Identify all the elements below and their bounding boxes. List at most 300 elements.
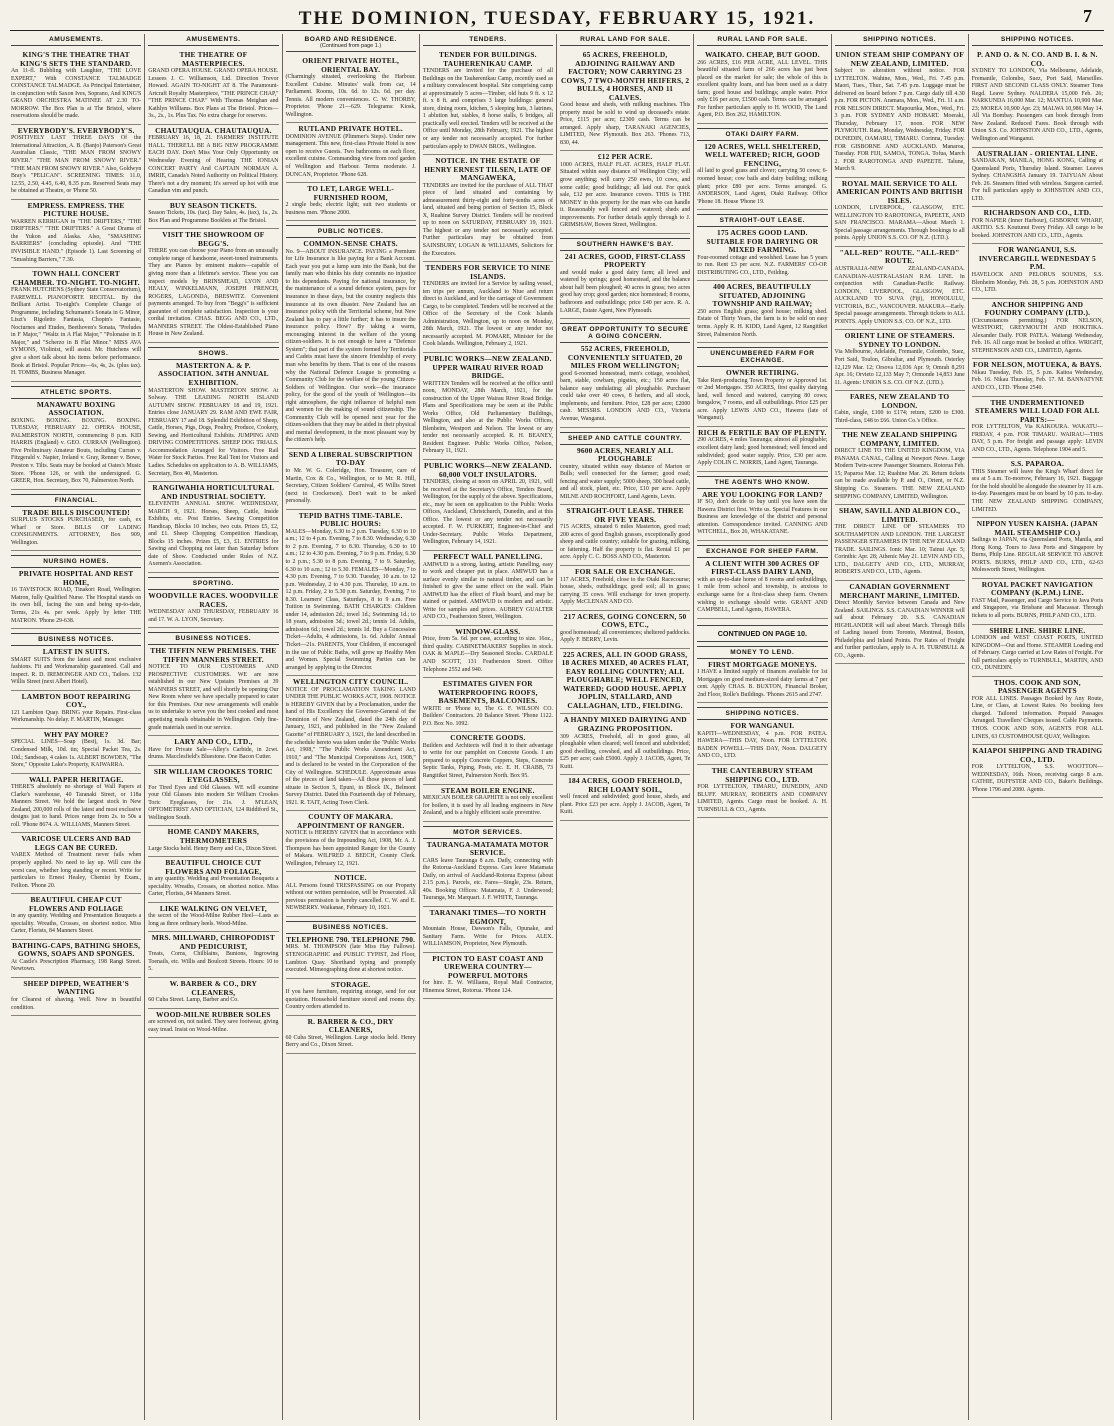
section-heading: PUBLIC NOTICES. [286, 225, 416, 238]
ad-body: 2 single beds; electric light; suit two students or business men. 'Phone 2000. [285, 202, 416, 216]
advertisement [560, 714, 690, 775]
ad-title: THE UNDERMENTIONED STEAMERS WILL LOAD FOR ALL PARTS:— [975, 397, 1100, 424]
section-heading: SHIPPING NOTICES. [697, 707, 827, 720]
ad-title: KAIAPOI SHIPPING AND TRADING CO., LTD. [972, 746, 1103, 764]
ad-title: FARES, NEW ZEALAND TO LONDON. [849, 392, 950, 410]
ad-title: A CLIENT WITH 300 ACRES OF FIRST-CLASS DAIRY LAND, [705, 558, 820, 577]
ad-body: CARS leave Tauranga 8 a.m. Daily, connecting with the Rotorua-Auckland Express. Cars leave Matamata Daily, on arrival of Auckland-Rotorua Express (about 2.15 p.m.). Parcels, etc. Fares—Single, 23s. Return, 40s. Booking Offices: Matamata, F. J. Underwood; Tauranga, Mr. Marquart. J. F. WHITE, Tauranga. [422, 857, 553, 902]
ad-title: 120 ACRES, WELL SHELTERED, WELL WATERED; RICH, GOOD FENCING, [704, 141, 821, 168]
ad-body: DOMINION AVENUE (Plimmer's Steps). Under new management. This new, first-class Private Hotel is now open to receive Guests. Two bathrooms on each floor, excellent cuisine. Commanding view from roof garden of Wellington and Harbour. Terms moderate. J. DUNCAN, Proprietor. 'Phone 628. [285, 133, 416, 178]
ad-body: Good house and sheds, with milking machines. This property must be sold to wind up deceased's estate. Price, £115 per acre; £2300 cash. Terms can be arranged. Apply sharp, TARANAKI AGENCIES, LIMITED, New Plymouth. Box 263. 'Phones 713, 830, 44. [560, 102, 691, 146]
advertisement [11, 833, 141, 894]
column-heading-text: SHIPPING NOTICES. [1000, 36, 1074, 43]
column-3 [283, 34, 420, 1420]
ad-title: TO LET, LARGE WELL-FURNISHED ROOM, [307, 184, 394, 202]
ad-body: 1000 ACRES, HALF FLAT. ACRES, HALF FLAT. Situated within easy distance of Wellington City; will grow anything; will carry 250 ewes, 10 cows, and some cattle; good buildings; all laid out. For quick sale, £12 per acre. Insurance covers. THIS is THE MONEY in this property for the man who can handle it. Reasonably well fenced and watered; sheds and improvements. For further details apply through to J. GRIMSHAW, Bowen Street, Wellington. [560, 161, 691, 229]
ad-body: THE DIRECT LINE OF STEAMERS TO SOUTHAMPTON AND LONDON. THE LARGEST PASSENGER STEAMERS IN THE NEW ZEALAND TRADE. SAILINGS. Ionic Mar. 10; Tainui Apr. 5; Corinthic Apr. 28; Athenic May 21. LEVIN AND CO., LTD., DALGETY AND CO., LTD., MURRAY, ROBERTS AND CO., LTD., Agents. [834, 524, 965, 576]
advertisement [423, 907, 553, 953]
advertisement [11, 978, 141, 1016]
ad-body: THERE you can choose your Piano from an unusually complete range of handsome, sweet-toned instruments. They are Pianos by eminent makers—capable of giving more than a lifetime's service. These you can inspect models by BRINSMEAD, LYON AND HEALY, WINKELMANN, JOSEPH FRENCH, ROGERS, LAGONDA, BRESWITZ. Convenient payments arranged. To buy from "Begg's" is sufficient guarantee of complete satisfaction. Inspection is your cordial invitation. CHAS. BEGG AND CO., LTD., MANNERS STREET. The Oldest-Established Piano House in New Zealand. [148, 248, 279, 338]
section-heading: FINANCIAL. [11, 494, 141, 507]
ad-body: FEBRUARY 16, 18, 21. FARMERS' INSTITUTE HALL. THERE'LL BE A BIG NEW PROGRAMME EACH DAY. Don't Miss Your Only Opportunity on Wednesday Evening of Hearing THE IONIAN CONCERT PARTY And CAPTAIN NORMAN A. IMRIE, Canada's Noted Authority on Political History. There's not a dry moment; It's served up hot with true Canadian vim and punch. [148, 135, 279, 195]
ad-body: to Mr. W. G. Coleridge, Hon. Treasurer, care of Martin, Cox & Co., Wellington, or to Mr. R. Hill, Secretary, Citizen Soldiers' Carnival, 45 Willis Street (next to Crockerson). Don't wait to be asked personally. [285, 468, 416, 505]
ad-title: S.S. PAPAROA. [1010, 459, 1064, 469]
column-6 [694, 34, 831, 1420]
advertisement [560, 445, 690, 506]
ad-body: AUSTRALIA-NEW ZEALAND-CANADA. CANADIAN-AUSTRALASIAN R.M. LINE. In conjunction with Canadian-Pacific Railway. LONDON, LIVERPOOL, GLASGOW, ETC. AUCKLAND TO SUVA (Fiji), HONOLULU, VICTORIA, B.C., VANCOUVER. MAKURA—Early. Special passage arrangements. Through tickets to ALL POINTS. Apply UNION S.S. CO. OF N.Z., LTD. [834, 266, 965, 325]
ad-title: SHIRE LINE. SHIRE LINE. [989, 625, 1086, 635]
ad-title: RICH & FERTILE BAY OF PLENTY. [698, 427, 827, 437]
section-heading: BUSINESS NOTICES. [11, 633, 141, 646]
ad-body: TENDERS are invited for a Service by sailing vessel, ten trips per annum, Auckland to Niue and return direct to Auckland, and for the carriage of Government Cargo, to be completed. Tenders will be received at the Office of the Secretary of the Cook Islands Administration, Wellington, up to noon on Monday, 28th March, 1921. The lowest or any tender not necessarily accepted. M. POMARE, Minister for the Cook Islands. Wellington, February 2, 1921. [422, 281, 553, 348]
ad-title: TAURANGA-MATAMATA MOTOR SERVICE. [426, 839, 549, 858]
advertisement [423, 353, 553, 460]
continued-notice: CONTINUED ON PAGE 10. [697, 625, 827, 642]
advertisement [972, 148, 1103, 208]
ad-body: good 6-roomed homestead, men's cottage, woolshed, barn, stable, cowbarn, pigsties, etc.; 150 acres flat, balance easy undulating; all ploughable. Purchaser could take over 40 cows, 8 heifers, and all stock, implements, and furniture. Price, £28 per acre; £2000 cash. MESSRS. LONDON AND CO., Victoria Avenue, Wanganui. [560, 370, 691, 422]
ad-body: 290 ACRES, 4 miles Tauranga; almost all ploughable; excellent dairy land; good homestead; well fenced and subdivided; good water supply. Price, £30 per acre. Apply COLIN C. NORRIS, Land Agent, Tauranga. [697, 437, 828, 467]
advertisement [423, 49, 553, 155]
advertisement [148, 1009, 278, 1039]
advertisement [148, 200, 278, 230]
advertisement [148, 826, 278, 857]
section-heading: EXCHANGE FOR SHEEP FARM. [697, 545, 827, 558]
column-heading [560, 36, 690, 46]
ad-title: CANADIAN GOVERNMENT MERCHANT MARINE, LIMITED. [839, 581, 960, 600]
ad-title: A HANDY MIXED DAIRYING AND GRAZING PROPOSITION. [563, 715, 687, 733]
ad-title: WELLINGTON CITY COUNCIL. [292, 677, 409, 687]
ad-title: FOR WANGANUI. [730, 721, 795, 731]
ad-title: ROYAL MAIL SERVICE TO ALL AMERICAN POINTS AND BRITISH ISLES. [836, 178, 963, 205]
ad-title: 241 ACRES, GOOD, FIRST-CLASS PROPERTY [564, 251, 686, 270]
section-heading: SOUTHERN HAWKE'S BAY. [560, 238, 690, 251]
advertisement [697, 427, 827, 472]
advertisement [423, 262, 553, 353]
section-heading: GREAT OPPORTUNITY TO SECURE A GOING CONCERN. [560, 323, 690, 343]
advertisement [423, 953, 553, 1000]
ad-body: Cabin, single, £100 to £174; return, £200 to £300. Third-class, £48 to £66. Union Co.'s Office. [834, 410, 965, 424]
ad-body: An 11-fl. Bubbling with Laughter, "THE LOVE EXPERT," With CONSTANCE TALMADGE CONSTANCE TALMADGE. As Principal Entertainer, in conjunction with Saxon Ives, Soprano, And KING'S GRAND ORCHESTRA MATINEE AT 2.30 TO-MORROW. The Box Plan is at The Bristol, where reservations should be made. [11, 68, 142, 120]
ad-title: EMPRESS. EMPRESS. THE PICTURE HOUSE. [27, 200, 125, 219]
advertisement [972, 397, 1103, 459]
advertisement [148, 766, 278, 827]
ad-body: NOTICE OF PROCLAMATION TAKING LAND UNDER THE PUBLIC WORKS ACT, 1908. NOTICE is HEREBY GIVEN that by a Proclamation, under the hand of His Excellency the Governor-General of the Dominion of New Zealand, dated the 24th day of January, 1921, and published in the "New Zealand Gazette" of FEBRUARY 3, 1921, the land described in the schedule hereto was taken under the "Public Works Act, 1908," "The Public Works Amendment Act, 1910," and "The Municipal Corporations Act, 1908," and is declared to be vested in the Corporation of the City of Wellington. SCHEDULE. Approximate areas of the pieces of land taken—All those pieces of land situate in Section 5, Epuni, in Block IX., Belmont Survey District. Dated this Fourteenth day of February, 1921. R. TAIT, Acting Town Clerk. [285, 686, 416, 806]
ad-title: TOWN HALL CONCERT CHAMBER. TO-NIGHT. TO-NIGHT. [12, 269, 140, 287]
ad-title: 400 ACRES, BEAUTIFULLY SITUATED, ADJOINING TOWNSHIP AND RAILWAY; [712, 282, 813, 309]
ad-body: (Circumstances permitting.) FOR NELSON, WESTPORT, GREYMOUTH AND HOKITIKA. Alexander Daily. FOR PATEA. Waitangi Wednesday, Feb. 16. All cargo must be booked at office. WRIGHT, STEPHENSON AND CO., LIMITED, Agents. [971, 317, 1103, 354]
ad-body: Sailings to JAPAN, via Queensland Ports, Manila, and Hong Kong. Tours to Java Ports and Singapore by Burns, Philp Line. REGULAR SERVICE TO ABOVE PORTS. BURNS, PHILP AND CO., LTD., 62-63 Molesworth Street, Wellington. [971, 537, 1103, 574]
ad-title: NOTICE. IN THE ESTATE OF HENRY ERNEST TILSEN, LATE OF MANGAWEKA, [424, 156, 552, 183]
ad-title: SEND A LIBERAL SUBSCRIPTION TO-DAY [288, 449, 413, 468]
ad-body: all laid to good grass and clover; carrying 50 cows; 6-roomed house; cow bails and dairy building; milking plant; price £80 per acre. Terms arranged. G. ANDERSON, Land Agent, Otaki Railway. Office 'Phone 18. House 'Phone 19. [697, 168, 828, 205]
section-heading: SPORTING. [148, 577, 278, 590]
ad-body: Mountain House, Dawson's Falls, Opunake, and Sanitary Farm. Write for Prices. ALEX. WILLIAMSON, Proprietor, New Plymouth. [422, 926, 553, 948]
ad-title: 175 ACRES GOOD LAND. SUITABLE FOR DAIRYING OR MIXED FARMING. [706, 228, 819, 255]
ad-title: TARANAKI TIMES—TO NORTH EGMONT, [429, 908, 547, 926]
ad-title: 184 ACRES, GOOD FREEHOLD, RICH LOAMY SOIL, [568, 776, 683, 794]
advertisement [835, 391, 965, 429]
ad-body: FAST Mail, Passenger, and Cargo Service to Java Ports and Singapore, via Brisbane and Macassar. Through tickets to all ports. BURNS, PHILP AND CO., LTD. [971, 597, 1103, 619]
ad-body: Four-roomed cottage and woolshed. Lease has 5 years to run. Rent £3 per acre. N.Z. FARMERS' CO-OP. DISTRIBUTING CO., LTD., Feilding. [697, 254, 828, 276]
ad-title: 9600 ACRES, NEARLY ALL PLOUGHABLE [576, 445, 674, 464]
column-heading-text: TENDERS. [469, 36, 507, 43]
ad-body: If you have furniture, requiring storage, send for our quotation. Household furniture stored and rooms dry. Country orders attended to. [285, 989, 416, 1011]
advertisement [286, 55, 416, 123]
column-heading-text: SHIPPING NOTICES. [863, 36, 937, 43]
ad-title: WOODVILLE RACES. WOODVILLE RACES. [148, 591, 279, 609]
advertisement [148, 903, 278, 933]
advertisement [560, 151, 690, 233]
advertisement [11, 729, 141, 774]
advertisement [148, 482, 278, 573]
advertisement [148, 736, 278, 766]
ad-title: FOR SALE OR EXCHANGE. [574, 567, 676, 577]
ad-title: THE NEW ZEALAND SHIPPING COMPANY, LIMITED. [841, 430, 958, 448]
newspaper-columns [8, 34, 1106, 1420]
column-heading [148, 36, 278, 46]
ad-body: 60 Cuba Street, Wellington. Large stocks held. Henry Berry and Co., Dixon Street. [285, 1034, 416, 1049]
advertisement [560, 611, 690, 649]
ad-title: VISIT THE SHOWROOM OF BEGG'S. [162, 230, 265, 248]
ad-body: country, situated within easy distance of Marton or Bulls; well connected for the farmer; good road; fencing and water supply; 5000 sheep, 300 head cattle, and all stock, plant, etc. Price, £10 per acre. Apply MILNE AND ROCHFORT, Land Agents, Levin. [560, 463, 691, 500]
column-heading [835, 36, 965, 46]
ad-title: 65 ACRES, FREEHOLD, ADJOINING RAILWAY AND FACTORY; NOW CARRYING 23 COWS, 7 TWO-MONTH HEIFERS, 2 BULLS, 4 HORSES, AND 11 CALVES. [561, 50, 690, 102]
ad-body: Have for Private Sale—Alley's Carbide, in 2cwt. drums. Macclesfield's Bluestone. One Bacon Cutter. [148, 746, 279, 761]
ad-body: DIRECT LINE TO THE UNITED KINGDOM, VIA PANAMA CANAL, Calling at Newport News. Large Modern Twin-screw Passenger Steamers. Rotorua Feb. 15; Paparoa Mar. 12; Ruahine Mar. 26. Return tickets can be made available by P. and O., Orient, or N.Z. Shipping Co. Steamers. THE NEW ZEALAND SHIPPING COMPANY, LIMITED, Wellington. [834, 448, 965, 500]
advertisement [560, 649, 690, 715]
ad-title: ROYAL PACKET NAVIGATION COMPANY (K.P.M.) LINE. [981, 579, 1094, 598]
ad-title: MANAWATU BOXING ASSOCIATION. [36, 399, 116, 418]
ad-body: AMIWUD is a strong, lasting, artistic Panelling, easy to work and cheaper put in place. AMIWUD has a surface evenly similar to natural timber, and can be finished to give the same effect on the wall. Plain AMIWUD has the effect of Flush board, and may be stained or painted. AMIWUD is modern and artistic. Write for samples and prices. AUBREY GUALTER AND CO., Featherston Street, Wellington. [422, 561, 553, 621]
ad-body: ELEVENTH ANNUAL SHOW. WEDNESDAY, MARCH 9, 1921. Horses, Sheep, Cattle, Inside Exhibits, etc. Post Entries. Sawing Competition Handicap, Blocks 10 inches, two cuts. Prizes £5, £2, and £1. Sheep Chopping Competition Handicap, Blocks 15 inches. Prizes £5, £3, £1. ENTRIES for Sawing and Chopping not later than Saturday before date of Show. Conducted under Rules of N.Z. Axemen's Association. [148, 501, 279, 568]
advertisement [11, 125, 141, 200]
advertisement [423, 732, 553, 784]
column-heading-text: AMUSEMENTS. [49, 36, 104, 43]
advertisement [423, 460, 553, 551]
advertisement [972, 677, 1103, 745]
advertisement [11, 894, 141, 940]
ad-body: TENDERS, closing at noon on APRIL 20, 1921, will be received at the Secretary's Office, Tenders Board, Wellington, for the supply of the above. Specifications, etc., may be seen on application to the Public Works Offices, Auckland, Christchurch, Dunedin, and at this Office. The lowest or any tender not necessarily accepted. F. W. FURKERT, Engineer-in-Chief and Under-Secretary. Public Works Department, Wellington, February 14, 1921. [422, 479, 553, 546]
ad-body: Builders and Architects will find it to their advantage to write for our pamphlet on Concrete Goods. I am prepared to supply Concrete Coppers, Steps, Concrete Septic Tanks, Piping, Posts, etc. E. H. CRABB, 73 Rangitikei Street, Palmerston North. Box 95. [422, 742, 553, 780]
advertisement [560, 343, 690, 427]
ad-body: IF SO, don't decide to buy until you have seen the Hawera District first. Write us. Special Features in our Business are knowledge of the district and personal attention. Correspondence invited. CANNING AND WITCHELL, Box 26, WHAKATANE. [697, 499, 828, 536]
ad-title: UNION STEAM SHIP COMPANY OF NEW ZEALAND, LIMITED. [835, 50, 964, 68]
advertisement [560, 566, 690, 611]
advertisement [286, 123, 416, 183]
advertisement [697, 227, 827, 281]
ad-body: Treats, Corns, Chilblains, Bunions, Ingrowing Toenails, etc. Willis and Boulcott Streets. Hours: 10 to 5. [148, 951, 279, 973]
ad-title: FOR WANGANUI, S.S. INVERCARGILL WEDNESDAY 5 P.M. [978, 245, 1096, 272]
ad-body: MEXICAN BOILER GRAPHITE is not only excellent for boilers, it is used by all leading engineers in New Zealand, and is a highly efficient scale preventive. [422, 795, 553, 817]
ad-title: BEAUTIFUL CHEAP CUT FLOWERS AND FOLIAGE [29, 895, 124, 913]
advertisement [286, 238, 416, 449]
column-4 [420, 34, 557, 1420]
advertisement [11, 774, 141, 834]
column-subheading: (Continued from page 1.) [320, 43, 382, 49]
advertisement [697, 720, 827, 765]
advertisement [835, 247, 965, 330]
ad-body: MASTERTON SHOW. MASTERTON SHOW. At Solway. THE LEADING NORTH ISLAND AUTUMN SHOW. FEBRUARY 18 and 19, 1921. Entries close JANUARY 29. RAM AND EWE FAIR, FEBRUARY 17 and 18. Splendid Exhibition of Sheep, Cattle, Horses, Pigs, Dogs, Poultry, Produce, Cookery, Sewing, and Horticultural Exhibits. JUMPING AND DRIVING COMPETITIONS. SHEEP DOG TRIALS. Accommodation Arranged for Visitors. Free Rail Water for Stock Parties. Free Rail Tent for Visitors and Ladies. Schedules on application to A. B. WILLIAMS, Secretary, Box 40, Masterton. [148, 387, 279, 477]
ad-body: Nikau Tuesday, Feb. 15, 5 p.m. Kaitoa Wednesday, Feb. 16. Nikau Thursday, Feb. 17. M. BANNATYNE AND CO., LTD. 'Phone 2540. [971, 369, 1103, 392]
ad-title: RUTLAND PRIVATE HOTEL. [298, 124, 403, 134]
ad-body: MALES—Monday, 6.30 to 2 p.m. Tuesday, 6.30 to 10 a.m.; 12 to 4 p.m. Evening, 7 to 8.30. Wednesday, 6.30 to 2 p.m. Evening, 7 to 8.30. Thursday, 6.30 to 10 a.m.; 12 to 4.30 p.m. Evening, 7 to 9 p.m. Friday, 6.30 to 2 p.m.; 5.30 to 8 p.m. Evening, 7 to 9. Saturday, 6.30 to 10 a.m.; 12 to 5.30. FEMALES—Monday, 7 to 4.30 p.m. Evening, 7 to 9.30. Tuesday, 10 a.m. to 12 p.m. Wednesday, 2 to 4.30 p.m. Thursday, 10 a.m. to 12 p.m. Friday, 2 to 5.30 p.m. Saturday, Evening, 7 to 8.30. Learners' Class, Saturdays, 8 to 9 a.m. Free Tuition in Swimming. BATH CHARGES: Children under 14, admission 2d.; towel 1d.; Swimming 1d.; to 18 years, admission 3d.; towel 2d.; tennis 1d. Adults, admission 6d.; towel 2d.; tennis 1d. Buy a Concession Ticket—Adults, 4 admissions, 1s. 6d. Adults' Annual Ticket—21s. PARENTS, Your Children, if encouraged in the use of Public Baths, will grow up Healthy Men and Women. Special Swimming Parties can be arranged by applying to the Director. [285, 528, 416, 671]
section-heading: BUSINESS NOTICES. [148, 632, 278, 645]
advertisement [835, 49, 965, 178]
advertisement [560, 505, 690, 566]
section-heading: NURSING HOMES. [11, 555, 141, 568]
advertisement [697, 558, 827, 619]
ad-title: THE TIFFIN NEW PREMISES. THE TIFFIN MANNERS STREET. [150, 646, 277, 664]
advertisement [835, 330, 965, 391]
section-heading: SHEEP AND CATTLE COUNTRY. [560, 432, 690, 445]
ad-body: At Castle's Prescription Pharmacy, 198 Rangi Street. Newtown. [11, 958, 142, 973]
advertisement [972, 359, 1103, 396]
advertisement [423, 155, 553, 262]
advertisement [835, 178, 965, 247]
section-heading: MONEY TO LEND. [697, 646, 827, 659]
ad-title: ESTIMATES GIVEN FOR WATERPROOFING ROOFS, BASEMENTS, BALCONIES. [438, 679, 538, 706]
advertisement [11, 268, 141, 382]
ad-title: LAMBTON BOOT REPAIRING COY., [21, 691, 131, 710]
ad-body: ALL Persons found TRESPASSING on our Property without our written permission, will be Prosecuted. All previous permission is hereby cancelled. C. W. and E. NEWBERRY. Waikanae, February 10, 1921. [285, 882, 416, 912]
section-heading: OTAKI DAIRY FARM. [697, 128, 827, 141]
ad-title: TENDERS FOR SERVICE TO NINE ISLANDS. [425, 263, 551, 281]
column-5 [557, 34, 694, 1420]
ad-body: SANDAKAN, MANILA, HONG KONG, Calling at Queensland Ports, Thursday Island. Steamer. Leaves Sydney. CHANGSHA January 19. TAIYUAN About Feb. 26. Steamers fitted with wireless. Surgeon carried. For full particulars apply to JOHNSTON AND CO., LTD. [971, 158, 1103, 202]
column-heading-text: RURAL LAND FOR SALE. [717, 36, 808, 43]
ad-body: are screwed on, not nailed. They save footwear, giving easy tread. Insist on Wood-Milne. [148, 1019, 279, 1033]
advertisement [972, 458, 1103, 518]
ad-title: ORIENT PRIVATE HOTEL, ORIENTAL BAY. [302, 56, 400, 74]
masthead-rule [10, 30, 1104, 31]
ad-body: 266 ACRES, £16 PER ACRE, ALL LEVEL. THIS beautiful situated farm of 266 acres has just been placed on the market for sale; the whole of this is excellent quality loam, and has been used as a dairy farm; good house and buildings; ample water. Price only £16 per acre, £1500 cash. Terms can be arranged. For further particulars apply to H. WOOD, The Land Agent, P.O. Box 262, HAMILTON. [697, 59, 828, 119]
advertisement [560, 775, 690, 821]
advertisement [286, 934, 416, 979]
ad-title: HOME CANDY MAKERS, THERMOMETERS [167, 827, 260, 845]
ad-title: BEAUTIFUL CHOICE CUT FLOWERS AND FOLIAGE, [165, 858, 262, 876]
ad-title: VARICOSE ULCERS AND BAD LEGS CAN BE CURED. [21, 834, 131, 852]
ad-body: FOR ALL LINES. Passages Booked by Any Route, Line, or Class, at Lowest Rates. No booking fees charged. Tailored information. Prepaid Passages Arranged. Travellers' Cheques issued. Cable Payments. THOS. COOK AND SON, AGENTS FOR ALL LINES, 63 CUSTOMHOUSE QUAY, Wellington. [971, 695, 1103, 740]
advertisement [697, 141, 827, 210]
ad-title: THE CANTERBURY STEAM SHIPPING CO., LTD. [711, 766, 813, 784]
ad-body: WARREN KERRIGAN in "THE DRIFTERS," "THE DRIFTERS." "THE DRIFTERS." A Great Drama of the Yukon and Alaska. Also, "SMASHING BARRIERS" (concluding episode). And "THE INVISIBLE HAND." (Episode 1). Last Screening of "Smashing Barriers," 7.30. [11, 218, 142, 263]
ad-title: FOR NELSON, MOTUEKA, & BAYS. [973, 360, 1102, 370]
column-heading [286, 36, 416, 52]
ad-title: COMMON-SENSE CHATS. [303, 239, 398, 249]
ad-body: SPECIAL LINES—Soap (Best), 1s. 3d. Bar; Condensed Milk, 10d. tin; Special Packet Tea, 2s. 10d.; Sandsoap, 4 cakes 1s. ALBERT BOWDEN, "The Store," Opposite Lake's Property, KAIWARRA. [11, 739, 142, 769]
advertisement [11, 507, 141, 552]
ad-title: FIRST MORTGAGE MONEYS. [708, 659, 817, 669]
ad-title: COUNTY OF MAKARA. APPOINTMENT OF RANGER. [296, 812, 405, 830]
ad-body: FOR LYTTELTON, TIMARU, DUNEDIN, AND BLUFF. MURRAY, ROBERTS AND COMPANY LIMITED, Agents. Cargo must be booked. A. H. TURNBULL & CO., Agents. [697, 784, 828, 813]
advertisement [697, 49, 827, 124]
advertisement [148, 978, 278, 1009]
ad-body: Take Rent-producing Town Property or Approved 1st. or 2nd Mortgages. 350 ACRES, first quality dairying land, well fenced and watered, carrying 80 cows; bungalow, 7 rooms, and all outbuildings. Price £25 per acre. Apply LEWIS AND CO., Hawera (late of Wanganui). [697, 377, 828, 422]
ad-body: the secret of the Wood-Milne Rubber Heel—Lasts as long as three ordinary heels. Wood-Milne. [148, 913, 279, 927]
advertisement [286, 872, 416, 917]
advertisement [697, 489, 827, 541]
column-heading [11, 36, 141, 46]
ad-title: LIKE WALKING ON VELVET, [159, 903, 267, 913]
ad-body: in any quantity. Wedding and Presentation Bouquets a speciality. Wreaths, Crosses, on shortest notice. Miss Carter, Florists, 84 Manners Street. [11, 913, 142, 935]
ad-body: BOXING. BOXING. BOXING. BOXING. TUESDAY, FEBRUARY 22. OPERA HOUSE, PALMERSTON NORTH, commencing 8 p.m. KID HARRIS (England) v. GEO. CURRAN (Wellington). Five Preliminary Amateur Bouts, including Curran v. Fitzgerald v. Napier, Ireland v. Gray, Renner v. Bowe, Preston v. Tilts. Seats may be booked at Oates's Music Store. 'Phone 126, or with the undersigned. G. GREER, Hon. Secretary, Box 70, Palmerston North. [11, 417, 142, 485]
ad-title: WHY PAY MORE? [43, 729, 109, 739]
ad-title: SHAW, SAVILL AND ALBION CO., LIMITED. [839, 506, 961, 524]
ad-body: well fenced and subdivided; good house, sheds, and plant. Price £23 per acre. Apply J. JACOB, Agent, Te Kuiti. [560, 794, 691, 816]
advertisement [423, 626, 553, 678]
ad-body: SYDNEY TO LONDON, Via Melbourne, Adelaide, Fremantle, Colombo, Suez, Port Said, Marseilles. FIRST AND SECOND CLASS ONLY. Steamer Tons Regd. Leave Sydney. NALDERA 15,000 Feb. 26; NARKUNDA 16,000 Mar. 12; MANTUA 10,900 Mar. 23; MOREA 10,900 Apr. 23; MALWA 10,986 May 14. All Via Bombay. Passengers can book through from New Zealand. Reduced Fares. Book through with Union S.S. Co. JOHNSTON AND CO., LTD., Agents, Wellington and Wanganui. [971, 68, 1103, 142]
advertisement [835, 505, 965, 581]
ad-title: PRIVATE HOSPITAL AND REST HOME, [18, 569, 134, 587]
advertisement [286, 676, 416, 811]
section-heading: BUSINESS NOTICES. [286, 921, 416, 934]
advertisement [11, 200, 141, 268]
ad-body: THERE'S absolutely no shortage of Wall Papers at Clarke's warehouse, 40 Taranaki Street, or 118a Manners Street. We hold the largest stock in New Zealand, 200,000 rolls of the latest and most exclusive designs just to hand. Prices range from 2s. to 50s a roll. 'Phone 8674. A. WILLIAMS, Manners Street. [11, 784, 142, 828]
ad-title: TEPID BATHS TIME-TABLE. PUBLIC HOURS: [298, 510, 403, 529]
ad-title: MASTERTON A. & P. ASSOCIATION. 34TH ANNUAL EXHIBITION. [157, 360, 269, 387]
ad-body: 250 acres English grass; good house; milking shed. Estate of Thirty Years, the farm is to be sold on easy terms. Apply R. H. KIDD, Land Agent, 12 Rangitikei Street, Palmerston North. [697, 308, 828, 338]
ad-title: STORAGE. [330, 979, 371, 989]
advertisement [835, 429, 965, 505]
advertisement [148, 49, 278, 125]
column-heading-text: AMUSEMENTS. [186, 36, 241, 43]
ad-body: VAREX Method of Treatment never fails when properly applied. No need to lay up. Will cure the worst case, whether long standing or recent. Write for particulars to Ernest Healey, Chemist by Exam., Feilton. 'Phone 20. [11, 852, 142, 889]
column-8 [969, 34, 1106, 1420]
ad-body: good homestead; all conveniences; sheltered paddocks. Apply F. BERRY, Levin. [560, 629, 691, 644]
advertisement [697, 659, 827, 704]
newspaper-title: THE DOMINION, TUESDAY, FEBRUARY 15, 1921. [298, 8, 816, 29]
advertisement [423, 785, 553, 822]
ad-title: EVERYBODY'S. EVERYBODY'S. [17, 125, 135, 135]
ad-title: OWNER RETIRING. [725, 368, 799, 378]
advertisement [972, 244, 1103, 298]
ad-title: ANCHOR SHIPPING AND FOUNDRY COMPANY (LTD.). [984, 299, 1091, 318]
advertisement [11, 399, 141, 490]
ad-body: MRS. M. THOMPSON (late Miss Hay Fallows). STENOGRAPHIC and PUBLIC TYPIST, 2nd Floor, Lambton Quay. Shorthand typing and promptly executed. Mimeographing done at shortest notice. [285, 944, 416, 974]
ad-body: WEDNESDAY AND THURSDAY, FEBRUARY 16 and 17. W. A. LYON, Secretary. [148, 609, 279, 623]
ad-title: "ALL-RED" ROUTE. "ALL-RED" ROUTE. [839, 247, 960, 266]
ad-body: for hire. E. W. Williams, Royal Mail Contractor, Hinemoa Street, Rotorua. 'Phone 124. [422, 980, 553, 994]
advertisement [697, 765, 827, 818]
advertisement [560, 251, 690, 319]
ad-title: THE THEATRE OF MASTERPIECES. [179, 50, 248, 68]
ad-title: WINDOW-GLASS. [455, 626, 521, 636]
ad-body: 117 ACRES, Freehold, close to the Otaki Racecourse; house, sheds, outbuildings; good soil; all in grass; carrying 35 cows. Will exchange for town property. Apply McCLENAN AND CO. [560, 576, 691, 606]
advertisement [423, 839, 553, 907]
ad-title: BATHING-CAPS, BATHING SHOES, GOWNS, SOAPS AND SPONGES. [12, 940, 141, 959]
ad-body: 715 ACRES, situated 6 miles Masterton, good road; 200 acres of good English grasses, exceptionally good sheep and cattle country; suitable for grazing, milking, or fattening. Half the property is flat. Rental £1 per acre. Apply C. C. BOSS AND CO., Masterton. [560, 524, 691, 561]
ad-body: WRITE or 'Phone to, The G. F. WILSON CO. Builders' Contractors. 20 Balance Street. 'Phone 1122. P.O. Box No. 1092. [422, 705, 553, 727]
ad-title: BUY SEASON TICKETS. [169, 200, 257, 210]
column-heading-text: RURAL LAND FOR SALE. [580, 36, 671, 43]
ad-body: HAVELOCK AND PELORUS SOUNDS, S.S. Blenheim Monday, Feb. 28, 5 p.m. JOHNSTON AND CO., LTD. [971, 272, 1103, 294]
ad-title: TENDER FOR BUILDINGS. TAUHERENIKAU CAMP. [439, 50, 537, 68]
advertisement [11, 49, 141, 125]
advertisement [423, 678, 553, 732]
column-heading [423, 36, 553, 46]
section-heading: THE AGENTS WHO KNOW. [697, 476, 827, 489]
advertisement [972, 579, 1103, 625]
ad-body: 121 Lambton Quay. BRING your Repairs. First-class Workmanship. No delay. F. MARTIN, Manager. [11, 709, 142, 724]
ad-title: SIR WILLIAM CROOKES TORIC EYEGLASSES, [153, 766, 273, 785]
advertisement [148, 645, 278, 736]
ad-body: THIS Steamer will leave the King's Wharf direct for sea at 5 a.m. To-morrow, February 16, 1921. Baggage for the hold should be alongside the steamer by 11 a.m. to-day. Passengers must be on board by 10 p.m. to-day. THE NEW ZEALAND SHIPPING COMPANY, LIMITED. [971, 468, 1103, 513]
ad-body: GRAND OPERA HOUSE. GRAND OPERA HOUSE. Lessees J. C. Williamson, Ltd. Direction Trevor Howard. AGAIN TO-NIGHT AT 8. The Paramount-Artcraft Royalty Masterpiece, "THE PRINCE CHAP," "THE PRINCE CHAP." With Thomas Meighan and Kathlyn Williams. Box Plans at The Bristol. Prices—3s., 2s., 1s. Plus Tax. No extra charge for reserves. [148, 68, 279, 120]
ad-body: POSITIVELY LAST THREE DAYS Of the International Attraction, A. B. (Banjo) Paterson's Great Australian Classic, "THE MAN FROM SNOWY RIVER." "THE MAN FROM SNOWY RIVER." "THE MAN FROM SNOWY RIVER." Also, Goldwyn Bray's "PELICAN". SCREENING TIMES: 11.0, 12.55, 2.50, 4.45, 6.40, 8.35 p.m. Reserved Seats may be obtained at Theatre, or 'Phone 50. [11, 135, 142, 195]
ad-body: LONDON, LIVERPOOL, GLASGOW, ETC. WELLINGTON TO RAROTONGA, PAPEETE, AND SAN FRANCISCO. MARAMA—About March 1. Special passage arrangements. Through bookings to all points. Apply UNION S.S. CO. OF N.Z. (LTD.). [834, 205, 965, 242]
ad-body: KAPITI—WEDNESDAY, 4 p.m. FOR PATEA. HAWERA—THIS DAY, Noon. FOR LYTTELTON. BADEN POWELL—THIS DAY, Noon. DALGETY AND CO., LTD. [697, 730, 828, 760]
advertisement [148, 360, 278, 482]
ad-body: and would make a good dairy farm; all level and watered by springs; good homestead, and the balance about half been ploughed; 40 acres in grass; two acres good hay crop; good garden; nice homestead; 8 rooms, bathroom and outbuildings; price £40 per acre. R. A. LARGE, Estate Agent, New Plymouth. [560, 269, 691, 314]
column-1 [8, 34, 145, 1420]
column-heading-text: BOARD AND RESIDENCE. [304, 36, 397, 43]
advertisement [11, 568, 141, 629]
advertisement [286, 183, 416, 221]
ad-title: W. BARBER & CO., DRY CLEANERS, [169, 979, 258, 997]
ad-body: FOR LYTTELTON, Via KAIKOURA. WAKATU—FRIDAY, 4 p.m. FOR TIMARU. WAIRAU—THIS DAY, 5 p.m. For freight and passage apply: LEVIN AND CO., LTD., Agents. Telephone 1904 and 5. [971, 424, 1103, 453]
advertisement [697, 367, 827, 427]
ad-title: ORIENT LINE OF STEAMERS. SYDNEY TO LONDON. [844, 331, 955, 349]
ad-title: WALL PAPER HERITAGE. [28, 774, 124, 784]
advertisement [697, 281, 827, 343]
ad-body: TENDERS are invited for the purchase of all Buildings on the Tauherenikau Camp, recently used as a military convalescent hospital. Site comprising camp at approximately 5 acres—Timber, old huts 9 ft. x 12 ft. x 8 ft. and comprises 3 large buildings: general store, dining room, kitchen, 5 sleeping huts, 3 latrines, 1 ablution hut, stables, 8 horse stalls, 6 bridges, all practically well erected. Tenders will be received at the Office until Monday, 28th February, 1921. The highest or any tender not necessarily accepted. For further particulars apply to DWAN BROS., Wellington. [422, 68, 553, 150]
column-7 [832, 34, 969, 1420]
advertisement [148, 590, 278, 628]
ad-title: WAIKATO. CHEAP, BUT GOOD. [704, 50, 820, 59]
ad-title: CHAUTAUQUA. CHAUTAUQUA. [155, 125, 272, 135]
advertisement [972, 518, 1103, 579]
ad-body: for Clearest of shaving. Well. Now in beautiful condition. [11, 997, 142, 1011]
advertisement [148, 229, 278, 343]
ad-title: PICTON TO EAST COAST AND UREWERA COUNTRY—POWERFUL MOTORS [432, 953, 544, 980]
ad-title: NIPPON YUSEN KAISHA. (JAPAN MAIL STEAMSHIP CO.) [976, 519, 1098, 537]
ad-body: For Tired Eyes and Old Glasses. WE will examine your Old Glasses into modern Sir William Crookes Toric Eyeglasses, for 21s. J. M'LEAN, OPTOMETRIST AND OPTICIAN, 124 Riddiford St., Wellington South. [148, 784, 279, 821]
advertisement [835, 581, 965, 664]
advertisement [11, 646, 141, 691]
ad-title: PERFECT WALL PANELLING. [433, 551, 543, 561]
column-heading [972, 36, 1103, 46]
advertisement [972, 49, 1103, 148]
ad-title: LATEST IN SUITS. [42, 647, 110, 657]
section-heading: UNENCUMBERED FARM FOR EXCHANGE. [697, 347, 827, 367]
ad-title: PUBLIC WORKS—NEW ZEALAND. 60,000 VOLT INSULATORS. [424, 461, 552, 479]
ad-body: Price, from 5s. 6d. per case, according to size. 16oz., third quality. CABINETMAKERS' Supplies in stock. OAK & MAPLE—Dry Seasoned Stocks. CARDALE AND SCOTT, 131 Featherston Street. Office Telephone 2552 and 940. [422, 636, 553, 673]
ad-body: in any quantity. Wedding and Presentation Bouquets a speciality. Wreaths, Crosses, on shortest notice. Miss Carter, Florists, 84 Manners Street. [148, 876, 279, 898]
ad-title: MRS. MILLWARD, CHIROPODIST AND PEDICURIST, [151, 933, 275, 951]
section-heading: MOTOR SERVICES. [423, 826, 553, 839]
ad-body: NOTICE is HEREBY GIVEN that in accordance with the provisions of the Impounding Act, 1908, Mr. A. J. Thompson has been appointed Ranger for the County of Makara. WILFRED J. BEECH, County Clerk. Wellington, February 12, 1921. [285, 830, 416, 867]
ad-title: RANGIWAHIA HORTICULTURAL AND INDUSTRIAL SOCIETY. [152, 483, 275, 501]
ad-title: P. AND O. & N. CO. AND B. I. & N. CO. [977, 50, 1098, 68]
ad-body: Subject to alteration without notice. FOR LYTTELTON. Wahine, Mon., Wed., Fri. 7.45 p.m. Maori, Tues., Thur., Sat. 7.45 p.m. Luggage must be delivered on board before 7 p.m. Cargo daily till 4.30 p.m. FOR PICTON. Aramara, Mon., Wed., Fri. 11 a.m. FOR NELSON DIRECT. Mapourika, Mon., Wed., Fri. 3 p.m. FOR SYDNEY AND HOBART. Moeraki, Thursday, February 17, noon. FOR NEW PLYMOUTH. Rata, Monday, Wednesday, Friday. FOR DUNEDIN, OAMARU, TIMARU. Corinna, Tuesday. FOR GISBORNE AND AUCKLAND. Manaroa, Tuesday. FOR FIJI, SAMOA, TONGA. Tofua, March 2. FOR RAROTONGA AND PAPEETE. Talune, March 9. [834, 68, 965, 173]
ad-title: SHEEP DIPPED, WEATHER'S WANTING [23, 978, 129, 997]
ad-body: 60 Cuba Street. Lamp, Barber and Co. [148, 997, 239, 1004]
advertisement [423, 551, 553, 626]
ad-title: TELEPHONE 790. TELEPHONE 790. [286, 934, 416, 944]
advertisement [148, 932, 278, 978]
advertisement [972, 207, 1103, 244]
ad-body: WRITTEN Tenders will be received at the office until noon, MONDAY, 28th March, 1921, for the construction of the Upper Wairau River Road Bridge. Plans and Specifications may be seen at the Public Works Office, Old Parliamentary Buildings, Wellington, and also at the Public Works Offices, Blenheim, Westport and Nelson. The lowest or any tender not necessarily accepted. R. H. BEANEY, Resident Engineer. Public Works Office, Nelson, February 11, 1921. [422, 380, 553, 455]
ad-body: FOR NAPIER (Inner Harbour), GISBORNE WHARF, AKITIO. S.S. Koutunui Every Friday. All cargo to be booked. JOHNSTON AND CO., LTD., Agents. [971, 217, 1103, 239]
column-2 [145, 34, 282, 1420]
ad-title: NOTICE. [334, 873, 367, 883]
ad-body: Direct Monthly Service between Canada and New Zealand. SAILINGS. S.S. CANADIAN WINNER will sail about February 20. S.S. CANADIAN HIGHLANDER will sail about March. Through Bills of Lading issued from Toronto, Montreal, Boston, Philadelphia and Inland Points. For Rates of Freight and further particulars, apply to A. H. TURNBULL & CO., Agents. [834, 600, 965, 659]
ad-body: with an up-to-date home of 8 rooms and outbuildings, 1 mile from school and township, is anxious to exchange same for a first-class sheep farm. Owners wishing to exchange should write. GRANT AND CAMPBELL, Land Agents, HAWERA. [697, 576, 828, 614]
advertisement [972, 625, 1103, 677]
ad-body: No. 9—ABOUT INSURANCE. PAYING a Premium for Life Insurance is like paying for a Bank Account. Each year you put a lump sum into the Bank, but the family man who thinks his duty commits no injustice to his dependants. Paying for national insurance, by the maintenance of a sound defence system, pays for insurance in these days, but the country neglects this insurance at its own disaster. New Zealand has an insurance policy with the Territorial scheme, but New Zealand has to pay a little further; it has to insure the insurance policy. How? By taking a warm, encouraging interest in the welfare of the young citizen-soldiers. It is not enough to have a "Defence System"; that part of the system formed by Territorials and Cadets must have the sincere friendship of every man who benefits by them. That is one of the reasons why the National Defence League is promoting a Community Club for the welfare of the young Citizen-Soldiers of Wellington. Our work—the insurance policy, for the good of the youth of Wellington—its right atmosphere, the right influence of helpful men and women for the making of sound citizenship. The Community Club will be opened next year for the citizen-soldiers that they may be aided in their physical and mental development, in the most pleasant way by the citizen's help. [285, 248, 416, 444]
ad-body: 16 TAVISTOCK ROAD, Tinakori Road, Wellington. Matron, fully Qualified Nurse. The Hospital stands on its own hill, facing the sun and being up-to-date, Terms, 21s 4s. per week. Apply by letter THE MATRON. 'Phone 29-638. [11, 587, 142, 624]
column-heading [697, 36, 827, 46]
